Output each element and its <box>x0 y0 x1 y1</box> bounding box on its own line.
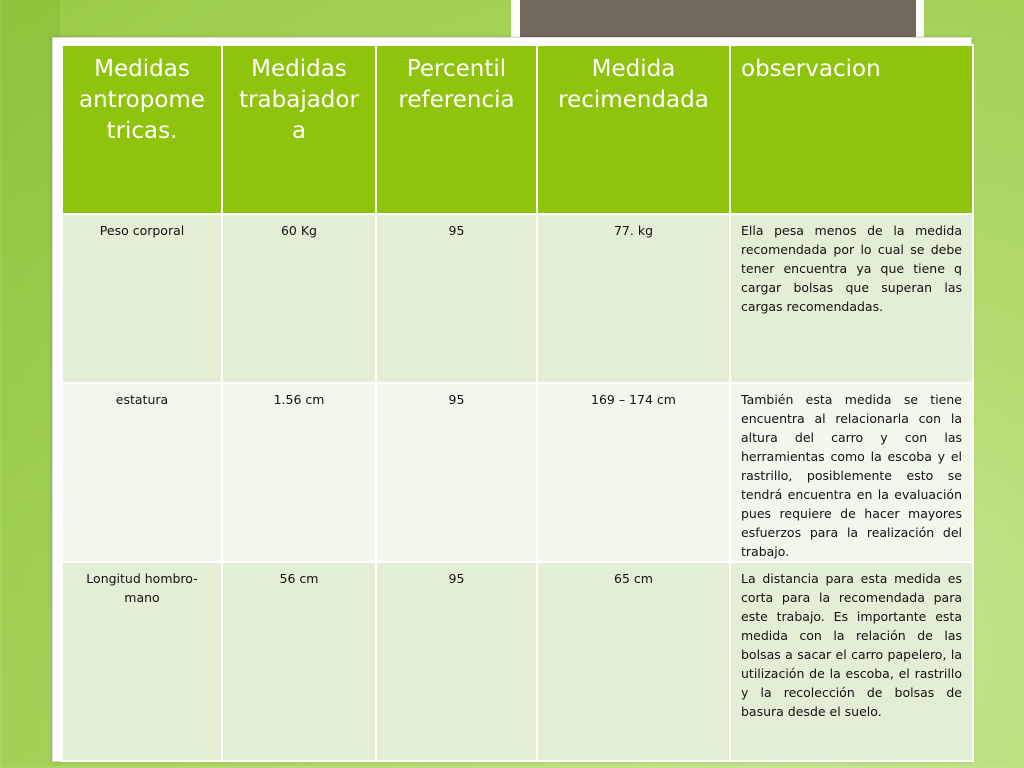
cell-trabajadora: 60 Kg <box>222 214 376 383</box>
cell-recomendada: 65 cm <box>537 562 730 761</box>
cell-percentil: 95 <box>376 383 537 562</box>
cell-trabajadora: 1.56 cm <box>222 383 376 562</box>
background-stripe <box>0 0 60 768</box>
cell-medida: estatura <box>62 383 222 562</box>
table-row <box>62 383 973 562</box>
anthropometric-table <box>61 44 974 762</box>
header-medida-recomendada: Medida recimendada <box>537 45 730 214</box>
table-row <box>62 562 973 761</box>
cell-recomendada: 169 – 174 cm <box>537 383 730 562</box>
cell-observacion: Ella pesa menos de la medida recomendada por lo cual se debe tener encuentra ya que tiene q cargar bolsas que superan las cargas recomendadas. <box>730 214 973 383</box>
cell-trabajadora: 56 cm <box>222 562 376 761</box>
cell-recomendada: 77. kg <box>537 214 730 383</box>
header-medidas-trabajadora: Medidas trabajador a <box>222 45 376 214</box>
cell-observacion: La distancia para esta medida es corta para la recomendada para este trabajo. Es importante esta medida con la relación de las bolsas a sacar el carro papelero, la utilización de la escoba, el rastrillo y la recolección de bolsas de basura desde el suelo. <box>730 562 973 761</box>
cell-medida: Peso corporal <box>62 214 222 383</box>
table-header-row <box>62 45 973 214</box>
table-row <box>62 214 973 383</box>
cell-observacion: También esta medida se tiene encuentra al relacionarla con la altura del carro y con las herramientas como la escoba y el rastrillo, posiblemente esto se tendrá encuentra en la evaluación pues requiere de hacer mayores esfuerzos para la realización del trabajo. <box>730 383 973 562</box>
cell-percentil: 95 <box>376 214 537 383</box>
cell-percentil: 95 <box>376 562 537 761</box>
header-percentil-referencia: Percentil referencia <box>376 45 537 214</box>
header-observacion: observacion <box>730 45 973 214</box>
cell-medida: Longitud hombro-mano <box>62 562 222 761</box>
header-medidas-antropometricas: Medidas antropome tricas. <box>62 45 222 214</box>
